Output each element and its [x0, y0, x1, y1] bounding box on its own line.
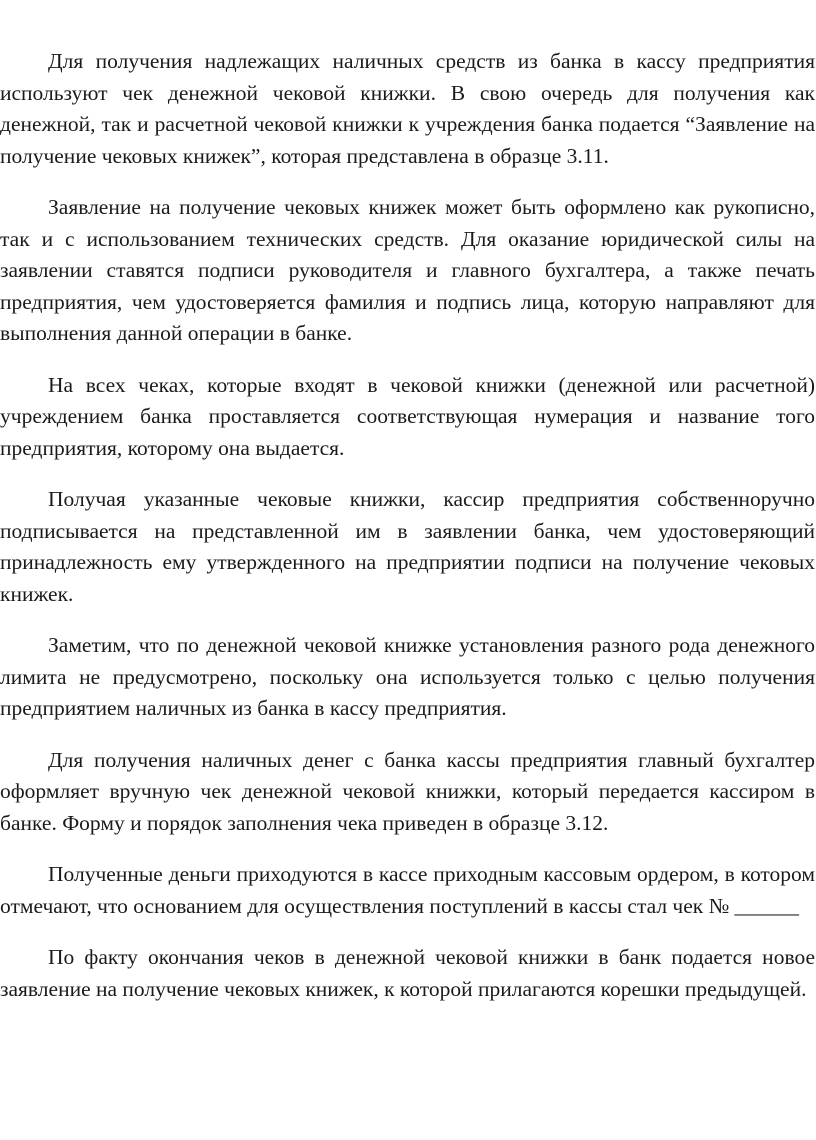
paragraph-1: Для получения надлежащих наличных средств из банка в кассу предприятия используют чек денежной чековой книжки. В свою очередь для получения как денежной, так и расчетной чековой книжки к учреждения банка подается “Заявление на получение чековых книжек”, которая представлена в образце 3.11. — [0, 49, 815, 168]
paragraph-7: Полученные деньги приходуются в кассе приходным кассовым ордером, в котором отмечают, что основанием для осуществления поступлений в кассы стал чек № ______ — [0, 862, 815, 918]
paragraph-6: Для получения наличных денег с банка кассы предприятия главный бухгалтер оформляет вручную чек денежной чековой книжки, который передается кассиром в банке. Форму и порядок заполнения чека приведен в образце 3.12. — [0, 747, 815, 835]
paragraph-8: По факту окончания чеков в денежной чековой книжки в банк подается новое заявление на получение чековых книжек, к которой прилагаются корешки предыдущей. — [0, 945, 815, 1001]
document-body — [0, 46, 815, 1005]
paragraph-3: На всех чеках, которые входят в чековой книжки (денежной или расчетной) учреждением банка проставляется соответствующая нумерация и название того предприятия, которому она выдается. — [0, 372, 815, 460]
paragraph-2: Заявление на получение чековых книжек может быть оформлено как рукописно, так и с использованием технических средств. Для оказание юридической силы на заявлении ставятся подписи руководителя и главного бухгалтера, а также печать предприятия, чем удостоверяется фамилия и подпись лица, которую направляют для выполнения данной операции в банке. — [0, 195, 815, 345]
paragraph-4: Получая указанные чековые книжки, кассир предприятия собственноручно подписывается на представленной им в заявлении банка, чем удостоверяющий принадлежность ему утвержденного на предприятии подписи на получение чековых книжек. — [0, 487, 815, 606]
paragraph-5: Заметим, что по денежной чековой книжке установления разного рода денежного лимита не предусмотрено, поскольку она используется только с целью получения предприятием наличных из банка в кассу предприятия. — [0, 633, 815, 720]
